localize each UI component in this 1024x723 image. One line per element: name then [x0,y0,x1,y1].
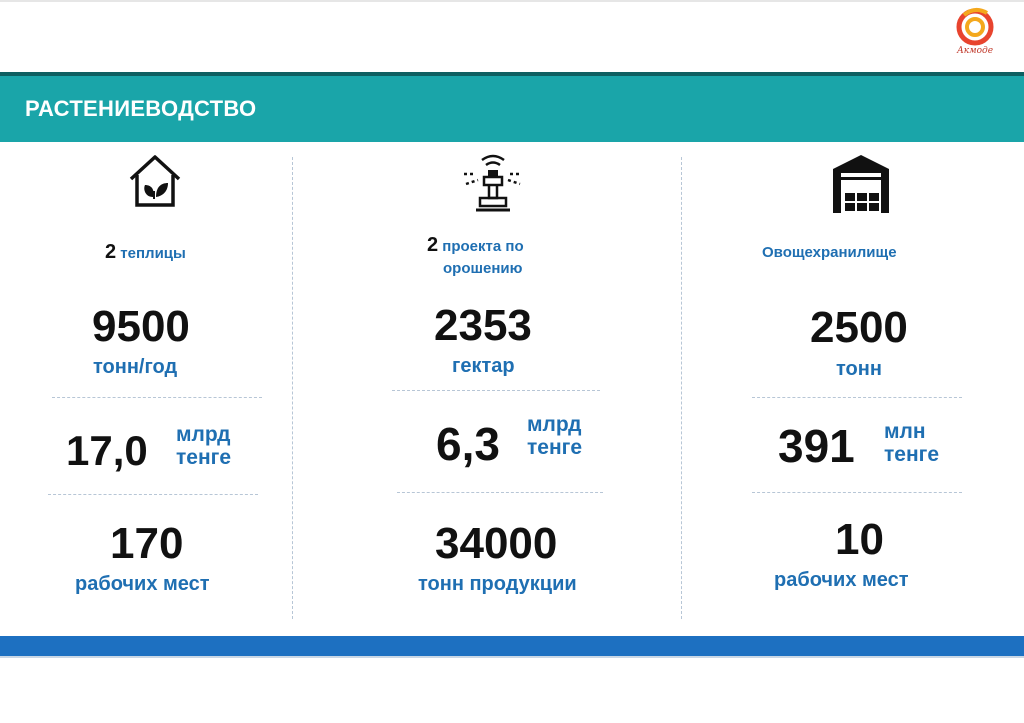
storage-jobs-unit: рабочих мест [774,569,909,591]
row-divider [48,494,258,495]
row-divider [52,397,262,398]
irrigation-investment-value: 6,3 [436,418,500,470]
section-title: РАСТЕНИЕВОДСТВО [25,96,257,121]
storage-capacity-value: 2500 [810,303,908,352]
greenhouse-capacity-value: 9500 [92,302,190,351]
irrigation-label-line1: проекта по [442,238,524,255]
irrigation-area-unit: гектар [452,355,515,377]
unit-line: тенге [527,436,583,460]
greenhouse-investment-unit [176,423,231,469]
footer-line [0,656,1024,658]
greenhouse-capacity-unit: тонн/год [93,356,178,378]
irrigation-output-unit: тонн продукции [418,573,577,595]
greenhouse-icon [127,153,183,209]
column-divider [292,157,293,619]
row-divider [752,492,962,493]
row-divider [392,390,600,391]
storage-jobs-value: 10 [835,515,884,564]
greenhouse-jobs-unit: рабочих мест [75,573,210,595]
irrigation-label-line2: орошению [443,260,523,277]
irrigation-area-value: 2353 [434,301,532,350]
greenhouse-investment-value: 17,0 [66,427,148,474]
greenhouse-count-label [105,239,186,266]
greenhouse-label: теплицы [120,245,186,262]
greenhouse-count: 2 [105,241,117,263]
warehouse-icon [831,153,891,215]
unit-line: млрд [176,423,231,446]
unit-line: млрд [527,413,582,436]
unit-line: млн [884,420,926,443]
irrigation-count: 2 [427,234,439,256]
unit-line: тенге [176,446,232,470]
irrigation-output-value: 34000 [435,519,558,568]
greenhouse-jobs-value: 170 [110,519,184,568]
storage-investment-value: 391 [778,420,855,472]
section-banner [0,72,1024,142]
logo-emblem-icon [944,6,1006,50]
unit-line: тенге [884,443,940,467]
row-divider [397,492,603,493]
akmola-logo [944,6,1006,70]
logo-text: Акмоде [956,46,994,56]
storage-investment-unit [884,420,939,466]
sprinkler-icon [460,150,526,216]
storage-capacity-unit: тонн [836,358,882,380]
irrigation-investment-unit [527,413,582,459]
column-divider [681,157,682,619]
storage-label: Овощехранилище [762,244,897,261]
footer-bar [0,636,1024,656]
irrigation-count-label [427,232,524,259]
row-divider [752,397,962,398]
top-strip [0,0,1024,2]
